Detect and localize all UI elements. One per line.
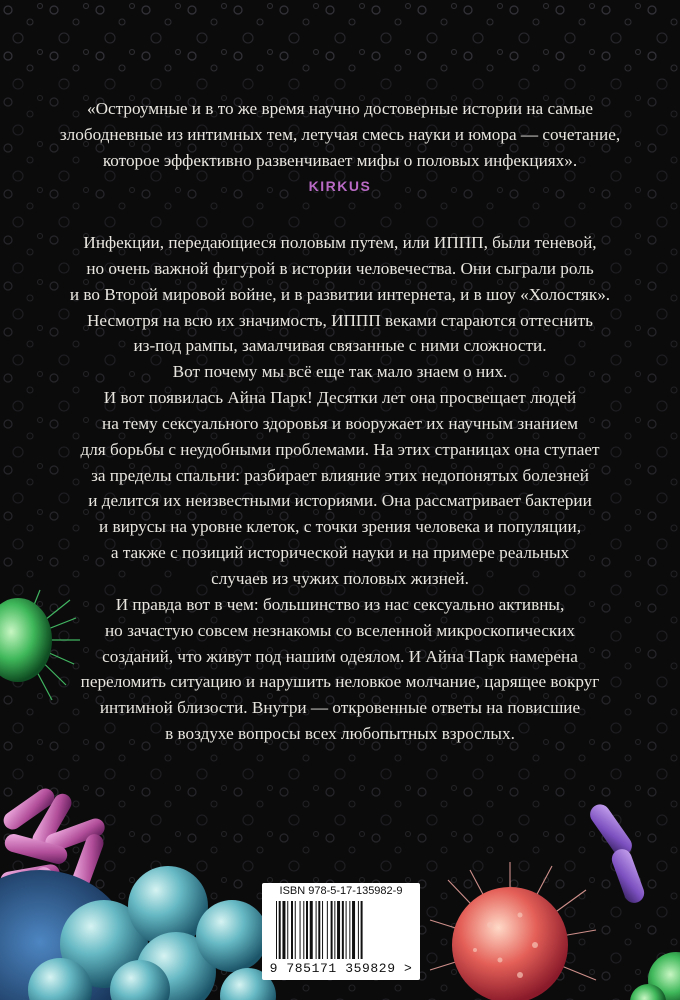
description-line: созданий, что живут под нашим одеялом. И Айна Парк намерена (102, 646, 578, 666)
barcode-bars (276, 901, 410, 959)
description-line: Инфекции, передающиеся половым путем, или ИППП, были теневой, (83, 233, 597, 252)
quote-line: злободневные из интимных тем, летучая смесь науки и юмора — сочетание, (59, 125, 621, 144)
isbn-label: ISBN 978-5-17-135982-9 (279, 885, 403, 897)
description-line: И правда вот в чем: большинство из нас сексуально активны, (115, 594, 565, 614)
quote-line: «Остроумные и в то же время научно достоверные истории на самые (87, 99, 593, 118)
description-line: и вирусы на уровне клеток, с точки зрения человека и популяции, (98, 517, 582, 537)
review-quote (0, 96, 680, 194)
description-line: для борьбы с неудобными проблемами. На этих страницах она ступает (80, 439, 600, 459)
quote-source: KIRKUS (308, 178, 372, 194)
description-line: и во Второй мировой войне, и в развитии интернета, и в шоу «Холостяк». (69, 284, 611, 304)
barcode-digits: 9 785171 359829 > (269, 961, 413, 976)
description-line: из-под рампы, замалчивая связанные с ними сложности. (133, 336, 547, 356)
description-line: Несмотря на всю их значимость, ИППП веками стараются оттеснить (87, 310, 593, 330)
description-line: и делится их неизвестными историями. Она рассматривает бактерии (88, 491, 592, 511)
description-line: в воздухе вопросы всех любопытных взрослых. (165, 724, 515, 744)
description-line: переломить ситуацию и нарушить неловкое молчание, царящее вокруг (80, 672, 600, 692)
description-line: а также с позиций исторической науки и на примере реальных (110, 543, 570, 563)
description-line: но зачастую совсем незнакомы со вселенной микроскопических (104, 620, 576, 640)
description-line: за пределы спальни: разбирает влияние этих недопонятых болезней (91, 465, 589, 485)
description-line: но очень важной фигурой в истории человечества. Они сыграли роль (86, 258, 594, 278)
description-line: Вот почему мы всё еще так мало знаем о них. (172, 362, 508, 382)
book-description (0, 230, 680, 747)
quote-line: которое эффективно развенчивает мифы о половых инфекциях». (102, 151, 578, 170)
description-line: случаев из чужих половых жизней. (211, 568, 469, 588)
description-line: на тему сексуального здоровья и вооружает их научным знанием (102, 413, 578, 433)
description-line: интимной близости. Внутри — откровенные ответы на повисшие (99, 698, 581, 718)
description-line: И вот появилась Айна Парк! Десятки лет она просвещает людей (103, 388, 577, 408)
isbn-barcode (262, 883, 420, 980)
